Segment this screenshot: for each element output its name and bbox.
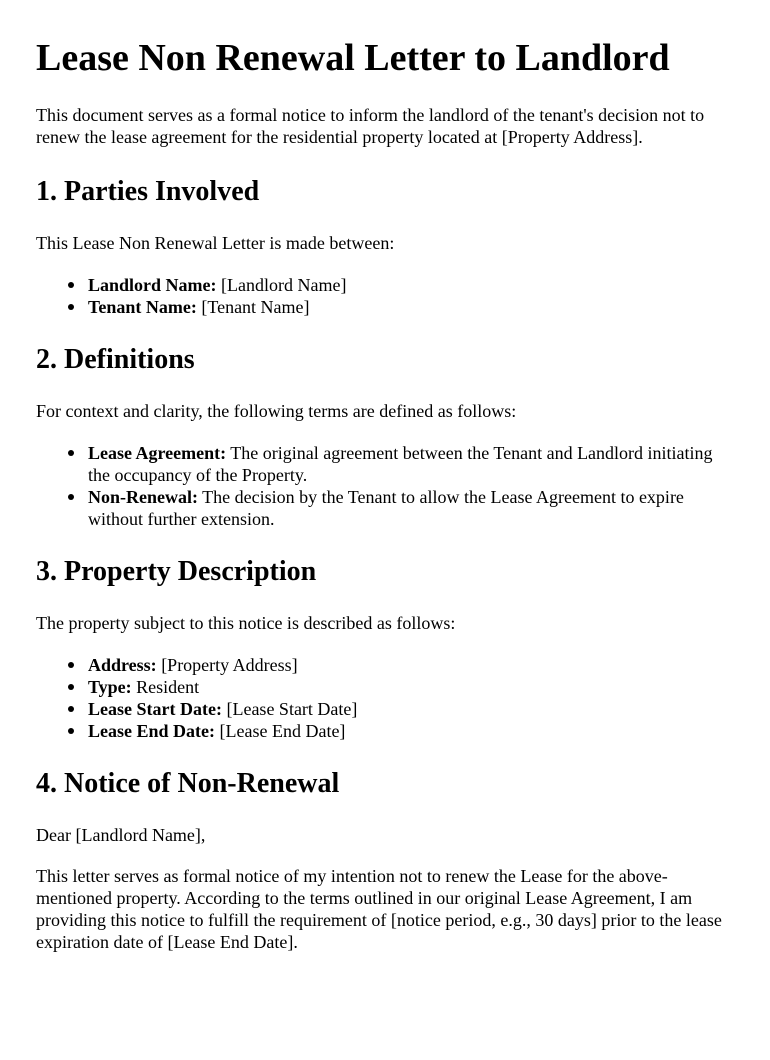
section-heading-definitions: 2. Definitions bbox=[36, 344, 195, 375]
list-item-term: Lease Agreement: bbox=[88, 443, 227, 463]
letter-body: This letter serves as formal notice of my intention not to renew the Lease for the above-mentioned property. According to the terms outlined in our original Lease Agreement, I am providing this notice to fulfill the requirement of [notice period, e.g., 30 days] prior to the lease expiration date of [Lease End Date]. bbox=[36, 866, 722, 952]
section-heading-parties: 1. Parties Involved bbox=[36, 176, 260, 207]
list-item-value: [Property Address] bbox=[156, 655, 298, 675]
list-item bbox=[88, 442, 734, 486]
list-item-term: Lease End Date: bbox=[88, 721, 215, 741]
list-item bbox=[88, 274, 734, 296]
property-list bbox=[36, 654, 734, 742]
list-item-value: The decision by the Tenant to allow the Lease Agreement to expire without further extension. bbox=[88, 487, 684, 529]
list-item-term: Landlord Name: bbox=[88, 275, 217, 295]
list-item-term: Address: bbox=[88, 655, 157, 675]
list-item bbox=[88, 698, 734, 720]
list-item-value: [Lease Start Date] bbox=[221, 699, 358, 719]
letter-salutation: Dear [Landlord Name], bbox=[36, 825, 206, 845]
section-heading-property: 3. Property Description bbox=[36, 556, 317, 587]
list-item-value: [Lease End Date] bbox=[215, 721, 346, 741]
list-item bbox=[88, 654, 734, 676]
list-item-term: Type: bbox=[88, 677, 132, 697]
list-item-value: [Landlord Name] bbox=[216, 275, 347, 295]
section-lead-definitions: For context and clarity, the following terms are defined as follows: bbox=[36, 401, 517, 421]
section-lead-property: The property subject to this notice is described as follows: bbox=[36, 613, 456, 633]
list-item-value: The original agreement between the Tenant and Landlord initiating the occupancy of the Property. bbox=[88, 443, 713, 485]
section-heading-notice: 4. Notice of Non-Renewal bbox=[36, 768, 340, 799]
list-item-term: Tenant Name: bbox=[88, 297, 197, 317]
list-item bbox=[88, 296, 734, 318]
list-item bbox=[88, 720, 734, 742]
section-lead-parties: This Lease Non Renewal Letter is made between: bbox=[36, 233, 395, 253]
intro-paragraph: This document serves as a formal notice to inform the landlord of the tenant's decision not to renew the lease agreement for the residential property located at [Property Address]. bbox=[36, 105, 705, 147]
list-item-term: Non-Renewal: bbox=[88, 487, 198, 507]
document-page bbox=[0, 36, 770, 1060]
list-item-value: Resident bbox=[131, 677, 200, 697]
list-item-value: [Tenant Name] bbox=[196, 297, 310, 317]
list-item-term: Lease Start Date: bbox=[88, 699, 222, 719]
list-item bbox=[88, 486, 734, 530]
definitions-list bbox=[36, 442, 734, 530]
list-item bbox=[88, 676, 734, 698]
document-title: Lease Non Renewal Letter to Landlord bbox=[36, 37, 670, 79]
parties-list bbox=[36, 274, 734, 318]
